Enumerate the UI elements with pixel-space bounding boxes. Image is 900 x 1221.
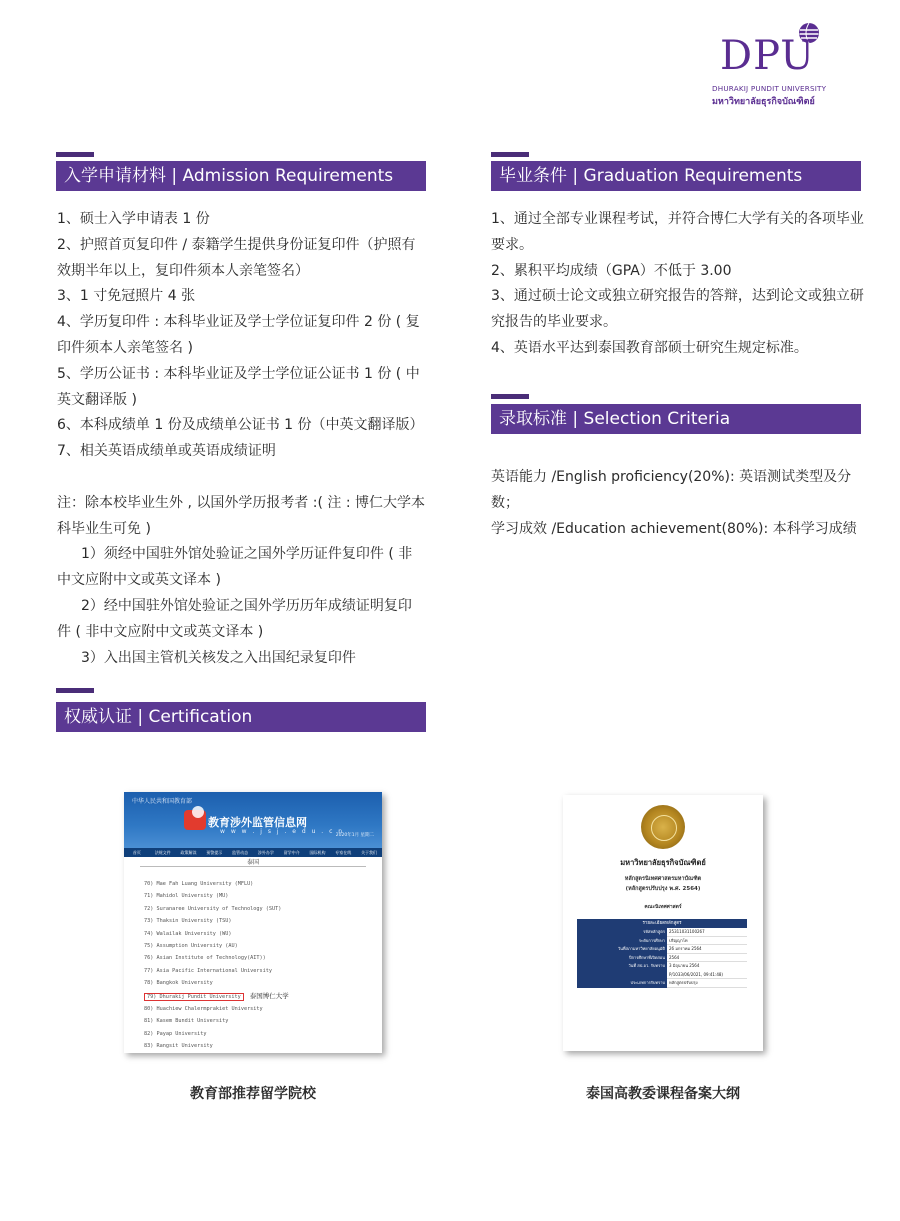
list-item: 6、本科成绩单 1 份及成绩单公证书 1 份（中英文翻译版） <box>57 417 424 434</box>
doc-faculty: คณะนิเทศศาสตร์ <box>644 904 682 910</box>
university-seal-icon <box>641 805 685 849</box>
row-value: 2564 <box>667 954 747 963</box>
list-item: 72) Suranaree University of Technology (SUT) <box>144 905 282 912</box>
list-item-highlighted <box>144 990 289 1003</box>
row-value-line: 3 มิถุนายน 2564 <box>669 963 700 969</box>
list-item: 77) Asia Pacific International University <box>144 967 273 974</box>
nav-item: 法规文件 <box>154 850 171 855</box>
table-row <box>577 928 747 937</box>
list-item: 78) Bangkok University <box>144 980 213 987</box>
section-accent <box>491 394 529 399</box>
row-value: หลักสูตรปรับปรุง <box>667 979 747 988</box>
list-item: 7、相关英语成绩单或英语成绩证明 <box>57 443 276 460</box>
dpu-logo <box>712 22 828 110</box>
site-nav <box>124 848 382 857</box>
graduation-list <box>491 207 891 362</box>
list-item: 2、累积平均成绩（GPA）不低于 3.00 <box>491 262 732 279</box>
logo-thai-name: มหาวิทยาลัยธุรกิจบัณฑิตย์ <box>712 97 815 107</box>
list-item: 73) Thaksin University (TSU) <box>144 918 232 925</box>
table-row <box>577 954 747 963</box>
section-accent <box>56 152 94 157</box>
list-item: 学习成效 /Education achievement(80%): 本科学习成绩 <box>491 520 857 537</box>
row-key: ประเภทการรับทราบ <box>577 979 667 988</box>
nav-item: 监管动态 <box>232 850 249 855</box>
nav-item: 首页 <box>132 850 141 855</box>
logo-mark: DPU <box>720 33 815 79</box>
list-item: 英文翻译版 ) <box>57 391 137 408</box>
doc-table <box>577 919 747 988</box>
list-item: 74) Walailak University (WU) <box>144 930 232 937</box>
row-value: 25311031100267 <box>667 928 747 937</box>
right-caption: 泰国高教委课程备案大纲 <box>586 1086 740 1102</box>
university-list <box>144 878 289 1053</box>
list-item: 1、硕士入学申请表 1 份 <box>57 211 210 227</box>
table-row <box>577 979 747 988</box>
list-item: 4、英语水平达到泰国教育部硕士研究生规定标准。 <box>491 339 808 356</box>
list-item: 英语能力 /English proficiency(20%): 英语测试类型及分 <box>491 469 852 485</box>
country-heading: 泰国 <box>246 859 259 866</box>
row-key: ระดับการศึกษา <box>577 937 667 946</box>
graduation-title-bar: 毕业条件 | Graduation Requirements <box>491 161 861 191</box>
list-item: 81) Kasem Bundit University <box>144 1018 229 1025</box>
nav-item: 关于我们 <box>361 850 378 855</box>
nav-item: 留学中介 <box>283 850 300 855</box>
nav-item: 涉外办学 <box>257 850 274 855</box>
list-item: 件 ( 非中文应附中文或英文译本 ) <box>57 623 264 640</box>
list-item: 数； <box>491 494 519 511</box>
selection-title-bar: 录取标准 | Selection Criteria <box>491 404 861 434</box>
highlight-note: 泰国博仁大学 <box>249 991 289 1000</box>
table-row <box>577 945 747 954</box>
list-item: 要求。 <box>491 236 533 253</box>
doc-program: หลักสูตรนิเทศศาสตรมหาบัณฑิต <box>624 876 702 882</box>
row-key: วันที่สภามหาวิทยาลัยอนุมัติ <box>577 945 667 954</box>
note-text: 科毕业生可免 ) <box>57 520 151 537</box>
list-item: 中文应附中文或英文译本 ) <box>57 572 221 589</box>
list-item: 究报告的毕业要求。 <box>491 314 617 331</box>
selection-list <box>491 465 891 542</box>
row-value: ปริญญาโท <box>667 937 747 946</box>
row-value <box>667 962 747 979</box>
list-item: 3、通过硕士论文或独立研究报告的答辩，达到论文或独立研 <box>491 288 864 305</box>
list-item: 2）经中国驻外馆处验证之国外学历历年成绩证明复印 <box>81 597 412 614</box>
list-item: 70) Mae Fah Luang University (MFLU) <box>144 881 254 887</box>
admission-list <box>57 207 449 671</box>
nav-item: 专家在线 <box>335 850 352 855</box>
doc-title: มหาวิทยาลัยธุรกิจบัณฑิตย์ <box>620 858 706 867</box>
list-item: 80) Huachiew Chalermprakiet University <box>144 1006 263 1013</box>
divider <box>140 866 366 867</box>
list-item: 83) Rangsit University <box>144 1043 213 1050</box>
site-top-text: 中华人民共和国教育部 <box>132 798 193 805</box>
site-emblem-dot <box>192 806 204 818</box>
left-caption: 教育部推荐留学院校 <box>190 1086 316 1102</box>
list-item: 3、1 寸免冠照片 4 张 <box>57 288 196 305</box>
list-item: 印件须本人亲笔签名 ) <box>57 339 193 356</box>
nav-item: 政策解读 <box>180 850 197 855</box>
list-item: 4、学历复印件 : 本科毕业证及学士学位证复印件 2 份 ( 复 <box>57 314 420 331</box>
list-item: 75) Assumption University (AU) <box>144 943 238 950</box>
list-item: 5、学历公证书 : 本科毕业证及学士学位证公证书 1 份 ( 中 <box>57 365 420 382</box>
section-accent <box>491 152 529 157</box>
list-item: 2、护照首页复印件 / 泰籍学生提供身份证复印件（护照有 <box>57 236 416 253</box>
list-item: 1）须经中国驻外馆处验证之国外学历证件复印件 ( 非 <box>81 546 413 563</box>
nav-item: 国际机构 <box>309 850 326 855</box>
nav-item: 预警提示 <box>206 850 223 855</box>
site-header <box>124 792 382 848</box>
list-item: 76) Asian Institute of Technology(AIT)) <box>144 955 266 962</box>
section-accent <box>56 688 94 693</box>
table-row <box>577 962 747 979</box>
row-value-line: P/1033/06/2021, 09:41:48) <box>669 971 723 977</box>
row-key: วันที่ สป.อว. รับทราบ <box>577 962 667 979</box>
ministry-site-screenshot <box>124 792 382 1053</box>
logo-english-name: DHURAKIJ PUNDIT UNIVERSITY <box>712 84 827 93</box>
list-item: 1、通过全部专业课程考试，并符合博仁大学有关的各项毕业 <box>491 211 864 227</box>
row-value: 26 มกราคม 2564 <box>667 945 747 954</box>
doc-revision: (หลักสูตรปรับปรุง พ.ศ. 2564) <box>625 886 701 892</box>
admission-title-bar: 入学申请材料 | Admission Requirements <box>56 161 426 191</box>
list-item: 3）入出国主管机关核发之入出国纪录复印件 <box>81 649 356 666</box>
row-key: รหัสหลักสูตร <box>577 928 667 937</box>
note-text: 注：除本校毕业生外 , 以国外学历报考者 :( 注 : 博仁大学本 <box>57 494 426 511</box>
curriculum-doc-screenshot <box>563 795 763 1051</box>
list-item: 效期半年以上，复印件须本人亲笔签名） <box>57 262 309 279</box>
site-url: w w w . j s j . e d u . c n <box>220 828 345 835</box>
highlight-box: 79) Dhurakij Pundit University <box>144 993 244 1001</box>
table-header: รายละเอียดหลักสูตร <box>577 919 747 928</box>
site-date: 2020年1月 星期二 <box>335 833 374 838</box>
list-item: 71) Mahidol University (MU) <box>144 893 229 900</box>
certification-title-bar: 权威认证 | Certification <box>56 702 426 732</box>
row-key: ปีการศึกษาที่เปิดสอน <box>577 954 667 963</box>
table-row <box>577 937 747 946</box>
list-item: 82) Payap University <box>144 1030 207 1037</box>
site-name: 教育涉外监管信息网 <box>208 816 307 829</box>
